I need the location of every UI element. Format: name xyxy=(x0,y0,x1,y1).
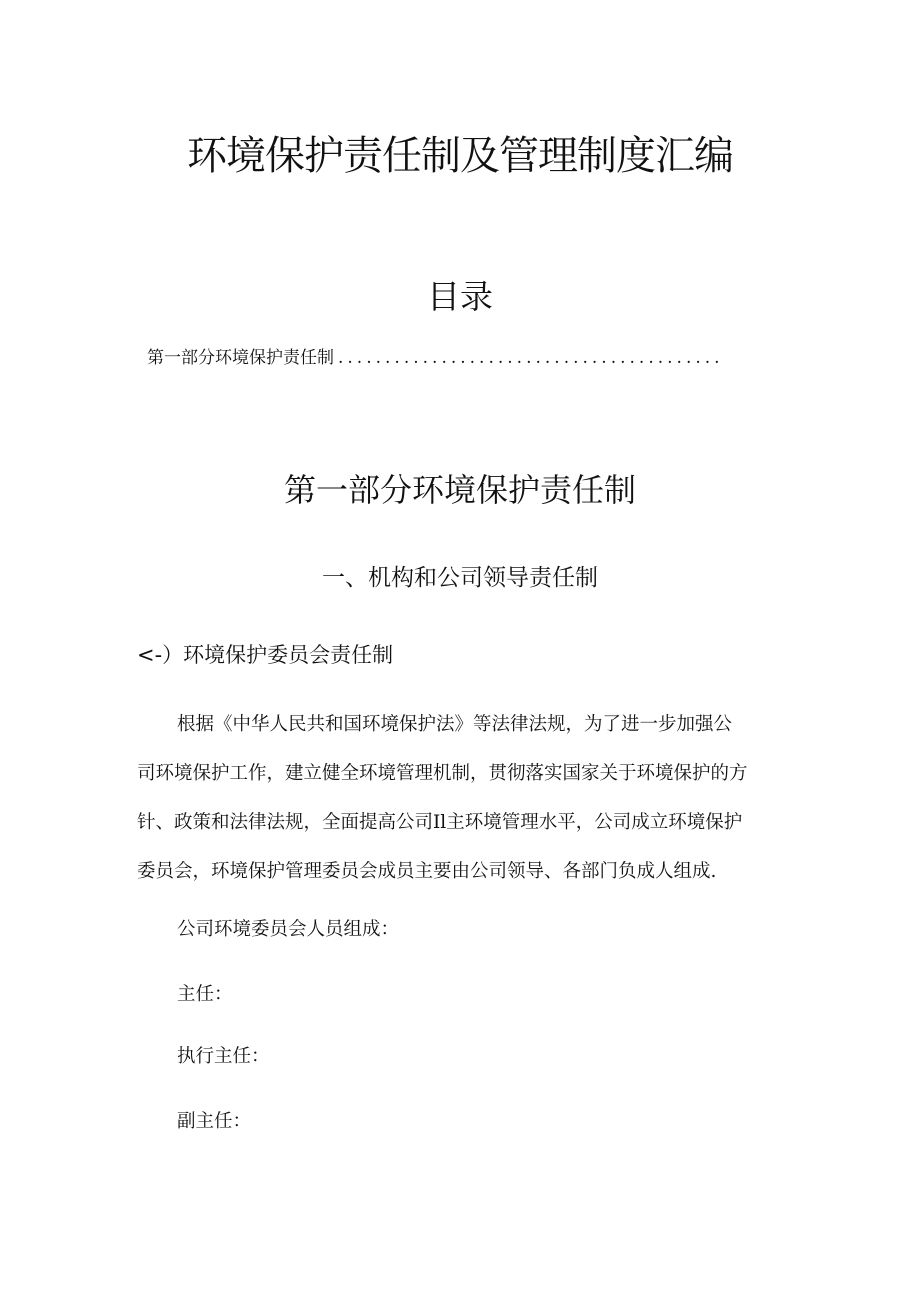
role-executive-director: 执行主任： xyxy=(177,1046,270,1067)
paragraph-line: 针、政策和法律法规，全面提高公司Il主环境管理水平，公司成立环境保护 xyxy=(137,812,743,833)
role-deputy-director: 副主任： xyxy=(177,1111,252,1132)
document-title: 环境保护责任制及管理制度汇编 xyxy=(187,133,733,179)
part-title: 第一部分环境保护责任制 xyxy=(283,471,636,509)
paragraph-line: 委员会，环境保护管理委员会成员主要由公司领导、各部门负成人组成. xyxy=(137,861,717,882)
paragraph-line: 司环境保护工作，建立健全环境管理机制，贯彻落实国家关于环境保护的方 xyxy=(137,763,748,784)
subsection-title: <-）环境保护委员会责任制 xyxy=(137,643,394,667)
section-title: 一、机构和公司领导责任制 xyxy=(322,565,598,591)
toc-entry[interactable] xyxy=(147,344,777,372)
members-intro: 公司环境委员会人员组成： xyxy=(177,919,400,940)
toc-entry-label: 第一部分环境保护责任制 xyxy=(147,348,334,368)
toc-heading: 目录 xyxy=(427,277,493,316)
body-paragraph xyxy=(137,700,797,896)
role-director: 主任： xyxy=(177,984,233,1005)
paragraph-line: 根据《中华人民共和国环境保护法》等法律法规，为了进一步加强公 xyxy=(177,714,733,735)
toc-entry-leader: ......................................... xyxy=(338,348,724,368)
